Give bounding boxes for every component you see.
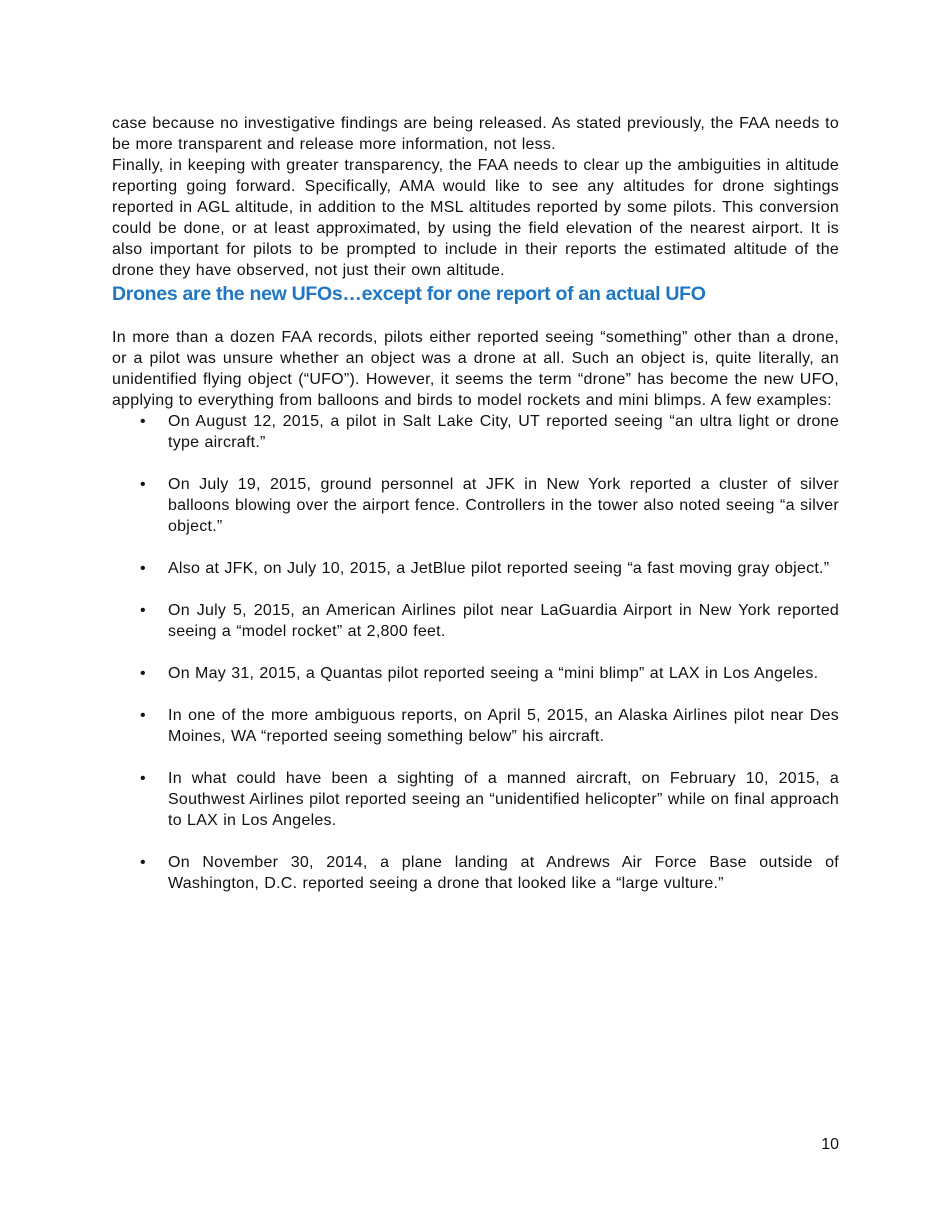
examples-list [112, 411, 839, 894]
list-item-text: On November 30, 2014, a plane landing at Andrews Air Force Base outside of Washington, D.C. reported seeing a drone that looked like a “large vulture.” [168, 854, 839, 892]
list-item [112, 852, 839, 894]
list-item [112, 663, 839, 684]
bullet-icon: • [140, 413, 146, 430]
list-item [112, 558, 839, 579]
list-item-text: On July 19, 2015, ground personnel at JFK in New York reported a cluster of silver balloons blowing over the airport fence. Controllers in the tower also noted seeing “a silver object.” [168, 476, 839, 535]
bullet-icon: • [140, 854, 146, 871]
bullet-icon: • [140, 665, 146, 682]
page-number: 10 [821, 1136, 839, 1153]
list-item [112, 600, 839, 642]
bullet-icon: • [140, 707, 146, 724]
list-item [112, 411, 839, 453]
paragraph-transparency: case because no investigative findings are being released. As stated previously, the FAA needs to be more transparent and release more information, not less. [112, 115, 839, 153]
document-page [112, 113, 839, 915]
list-item-text: In what could have been a sighting of a manned aircraft, on February 10, 2015, a Southwest Airlines pilot reported seeing an “unidentified helicopter” while on final approach to LAX in Los Angeles. [168, 770, 839, 829]
paragraph-ufo-intro: In more than a dozen FAA records, pilots either reported seeing “something” other than a drone, or a pilot was unsure whether an object was a drone at all. Such an object is, quite literally, an unidentified flying object (“UFO”). However, it seems the term “drone” has become the new UFO, applying to everything from balloons and birds to model rockets and mini blimps. A few examples: [112, 329, 839, 409]
bullet-icon: • [140, 770, 146, 787]
list-item-text: Also at JFK, on July 10, 2015, a JetBlue pilot reported seeing “a fast moving gray object.” [168, 560, 830, 577]
bullet-icon: • [140, 602, 146, 619]
list-item [112, 705, 839, 747]
paragraph-altitude-reporting: Finally, in keeping with greater transparency, the FAA needs to clear up the ambiguities in altitude reporting going forward. Specifically, AMA would like to see any altitudes for drone sightings reported in AGL altitude, in addition to the MSL altitudes reported by some pilots. This conversion could be done, or at least approximated, by using the field elevation of the nearest airport. It is also important for pilots to be prompted to include in their reports the estimated altitude of the drone they have observed, not just their own altitude. [112, 157, 839, 279]
list-item-text: On May 31, 2015, a Quantas pilot reported seeing a “mini blimp” at LAX in Los Angeles. [168, 665, 819, 682]
section-heading: Drones are the new UFOs…except for one report of an actual UFO [112, 283, 706, 305]
bullet-icon: • [140, 560, 146, 577]
bullet-icon: • [140, 476, 146, 493]
list-item-text: In one of the more ambiguous reports, on April 5, 2015, an Alaska Airlines pilot near Des Moines, WA “reported seeing something below” his aircraft. [168, 707, 839, 745]
list-item-text: On July 5, 2015, an American Airlines pilot near LaGuardia Airport in New York reported seeing a “model rocket” at 2,800 feet. [168, 602, 839, 640]
list-item-text: On August 12, 2015, a pilot in Salt Lake City, UT reported seeing “an ultra light or drone type aircraft.” [168, 413, 839, 451]
list-item [112, 768, 839, 831]
list-item [112, 474, 839, 537]
